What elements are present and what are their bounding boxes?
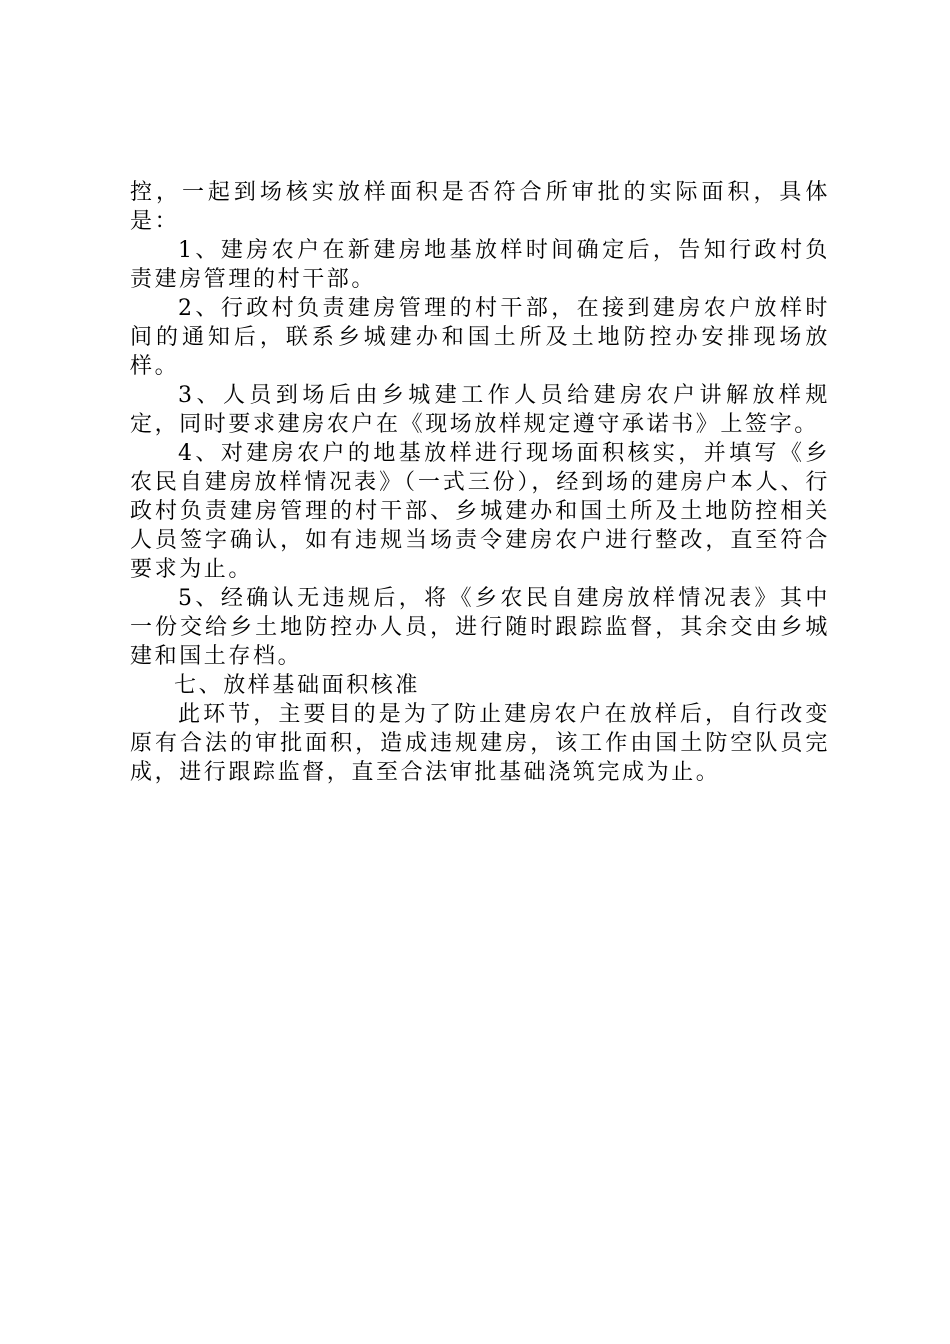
paragraph-item-5: 5、经确认无违规后，将《乡农民自建房放样情况表》其中一份交给乡土地防控办人员，进行随时跟踪监督，其余交由乡城建和国土存档。: [130, 586, 830, 669]
section-heading-seven: 七、放样基础面积核准: [174, 673, 421, 698]
paragraph-item-3: 3、人员到场后由乡城建工作人员给建房农户讲解放样规定，同时要求建房农户在《现场放样规定遵守承诺书》上签字。: [130, 383, 830, 437]
paragraph-continuation: 控，一起到场核实放样面积是否符合所审批的实际面积，具体是：: [130, 180, 830, 234]
paragraph-item-2: 2、行政村负责建房管理的村干部，在接到建房农户放样时间的通知后，联系乡城建办和国土所及土地防控办安排现场放样。: [130, 296, 830, 379]
paragraph-item-1: 1、建房农户在新建房地基放样时间确定后，告知行政村负责建房管理的村干部。: [130, 238, 830, 292]
paragraph-item-4: 4、对建房农户的地基放样进行现场面积核实，并填写《乡农民自建房放样情况表》（一式三份），经到场的建房户本人、行政村负责建房管理的村干部、乡城建办和国土所及土地防控相关人员签字确认，如有违规当场责令建房农户进行整改，直至符合要求为止。: [130, 441, 830, 582]
document-body: [130, 178, 830, 787]
paragraph-section-seven-body: 此环节，主要目的是为了防止建房农户在放样后，自行改变原有合法的审批面积，造成违规建房，该工作由国土防空队员完成，进行跟踪监督，直至合法审批基础浇筑完成为止。: [130, 702, 830, 785]
